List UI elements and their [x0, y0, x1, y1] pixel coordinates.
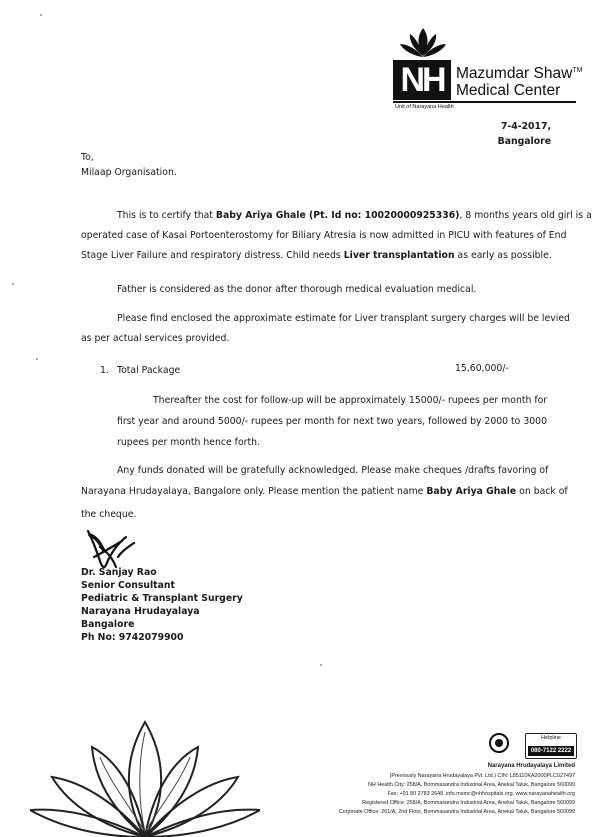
paragraph-1-line-1 [117, 206, 592, 226]
paragraph-4-line-2: first year and around 5000/- rupees per month for next two years, followed by 2000 to 3000 [117, 416, 547, 427]
paragraph-4-line-3: rupees per month hence forth. [117, 437, 260, 448]
treatment-needed: Liver transplantation [343, 250, 455, 261]
letter-date: 7-4-2017, [500, 121, 551, 132]
footer-line-4: Registered Office: 258/A, Bommasandra Industrial Area, Anekal Taluk, Bangalore 560099 [362, 800, 575, 806]
footer-line-5: Corporate Office: 261/A, 2nd Floor, Bommasandra Industrial Area, Anekal Taluk, Bangalore 560099 [338, 809, 575, 815]
unit-label: Unit of Narayana Health [395, 104, 454, 110]
signatory-phone: Ph No: 9742079900 [81, 632, 184, 643]
scan-speck [40, 14, 42, 16]
hospital-name [456, 62, 582, 99]
text-span: on back of [516, 486, 568, 497]
footer-line-3: Fax: +91 80 2783 2648. info.msmc@nhhospitals.org, www.narayanahealth.org [387, 791, 575, 797]
text-span: This is to certify that [117, 210, 216, 221]
signatory-department: Pediatric & Transplant Surgery [81, 593, 243, 604]
patient-name: Baby Ariya Ghale [426, 486, 517, 497]
paragraph-2: Father is considered as the donor after thorough medical evaluation medical. [117, 284, 477, 295]
text-span: Stage Liver Failure and respiratory distress. Child needs [81, 250, 344, 261]
text-span: Narayana Hrudayalaya, Bangalore only. Please mention the patient name [81, 486, 427, 497]
paragraph-5-line-2 [81, 482, 568, 502]
item-label: Total Package [117, 365, 181, 376]
footer-line-2: NH Health City: 258/A, Bommasandra Industrial Area, Anekal Taluk, Bangalore 560099 [368, 782, 575, 788]
scan-speck [36, 358, 38, 360]
signatory-title: Senior Consultant [81, 580, 175, 591]
footer-company: Narayana Hrudayalaya Limited [487, 763, 575, 769]
text-span: as early as possible. [454, 250, 552, 261]
paragraph-5-line-1: Any funds donated will be gratefully acknowledged. Please make cheques /drafts favoring of [117, 465, 549, 476]
paragraph-3-line-2: as per actual services provided. [81, 333, 230, 344]
letter-city: Bangalore [497, 136, 551, 147]
scan-speck [320, 664, 322, 666]
recipient-org: Milaap Organisation. [81, 167, 177, 178]
item-number: 1. [100, 365, 109, 376]
recipient-to: To, [81, 152, 94, 163]
signatory-name: Dr. Sanjay Rao [81, 567, 157, 578]
lotus-logo-icon [397, 26, 449, 60]
lotus-watermark-icon [30, 712, 260, 837]
signatory-organisation: Narayana Hrudayalaya [81, 606, 200, 617]
nh-logo-mark: NH [393, 60, 451, 100]
helpline-number: 080-7122 2222 [528, 746, 574, 756]
paragraph-5-line-3: the cheque. [81, 509, 137, 520]
paragraph-1-line-2: operated case of Kasai Portoenterostomy for Biliary Atresia is now admitted in PICU with features of End [81, 230, 567, 241]
paragraph-1-line-3 [81, 246, 552, 266]
footer-line-1: (Previously Narayana Hrudayalaya Pvt. Ltd.) CIN: L85110KA2000PLC027497 [389, 773, 575, 779]
paragraph-3-line-1: Please find enclosed the approximate estimate for Liver transplant surgery charges will be levied [117, 313, 570, 324]
trademark: TM [572, 67, 583, 74]
accreditation-seal-icon [489, 733, 509, 753]
letterhead-rule [393, 101, 576, 103]
helpline-badge [525, 733, 577, 759]
text-span: , 8 months years old girl is a [459, 210, 592, 221]
patient-id: Baby Ariya Ghale (Pt. Id no: 10020000925336) [215, 210, 460, 221]
scan-speck [12, 283, 14, 285]
hospital-name-line1: Mazumdar Shaw [456, 65, 573, 83]
hospital-name-line2: Medical Center [456, 82, 561, 100]
paragraph-4-line-1: Thereafter the cost for follow-up will be approximately 15000/- rupees per month for [153, 395, 548, 406]
date-block [498, 119, 551, 149]
signatory-city: Bangalore [81, 619, 135, 630]
helpline-label: Helpline [541, 735, 561, 741]
item-amount: 15,60,000/- [455, 363, 509, 374]
